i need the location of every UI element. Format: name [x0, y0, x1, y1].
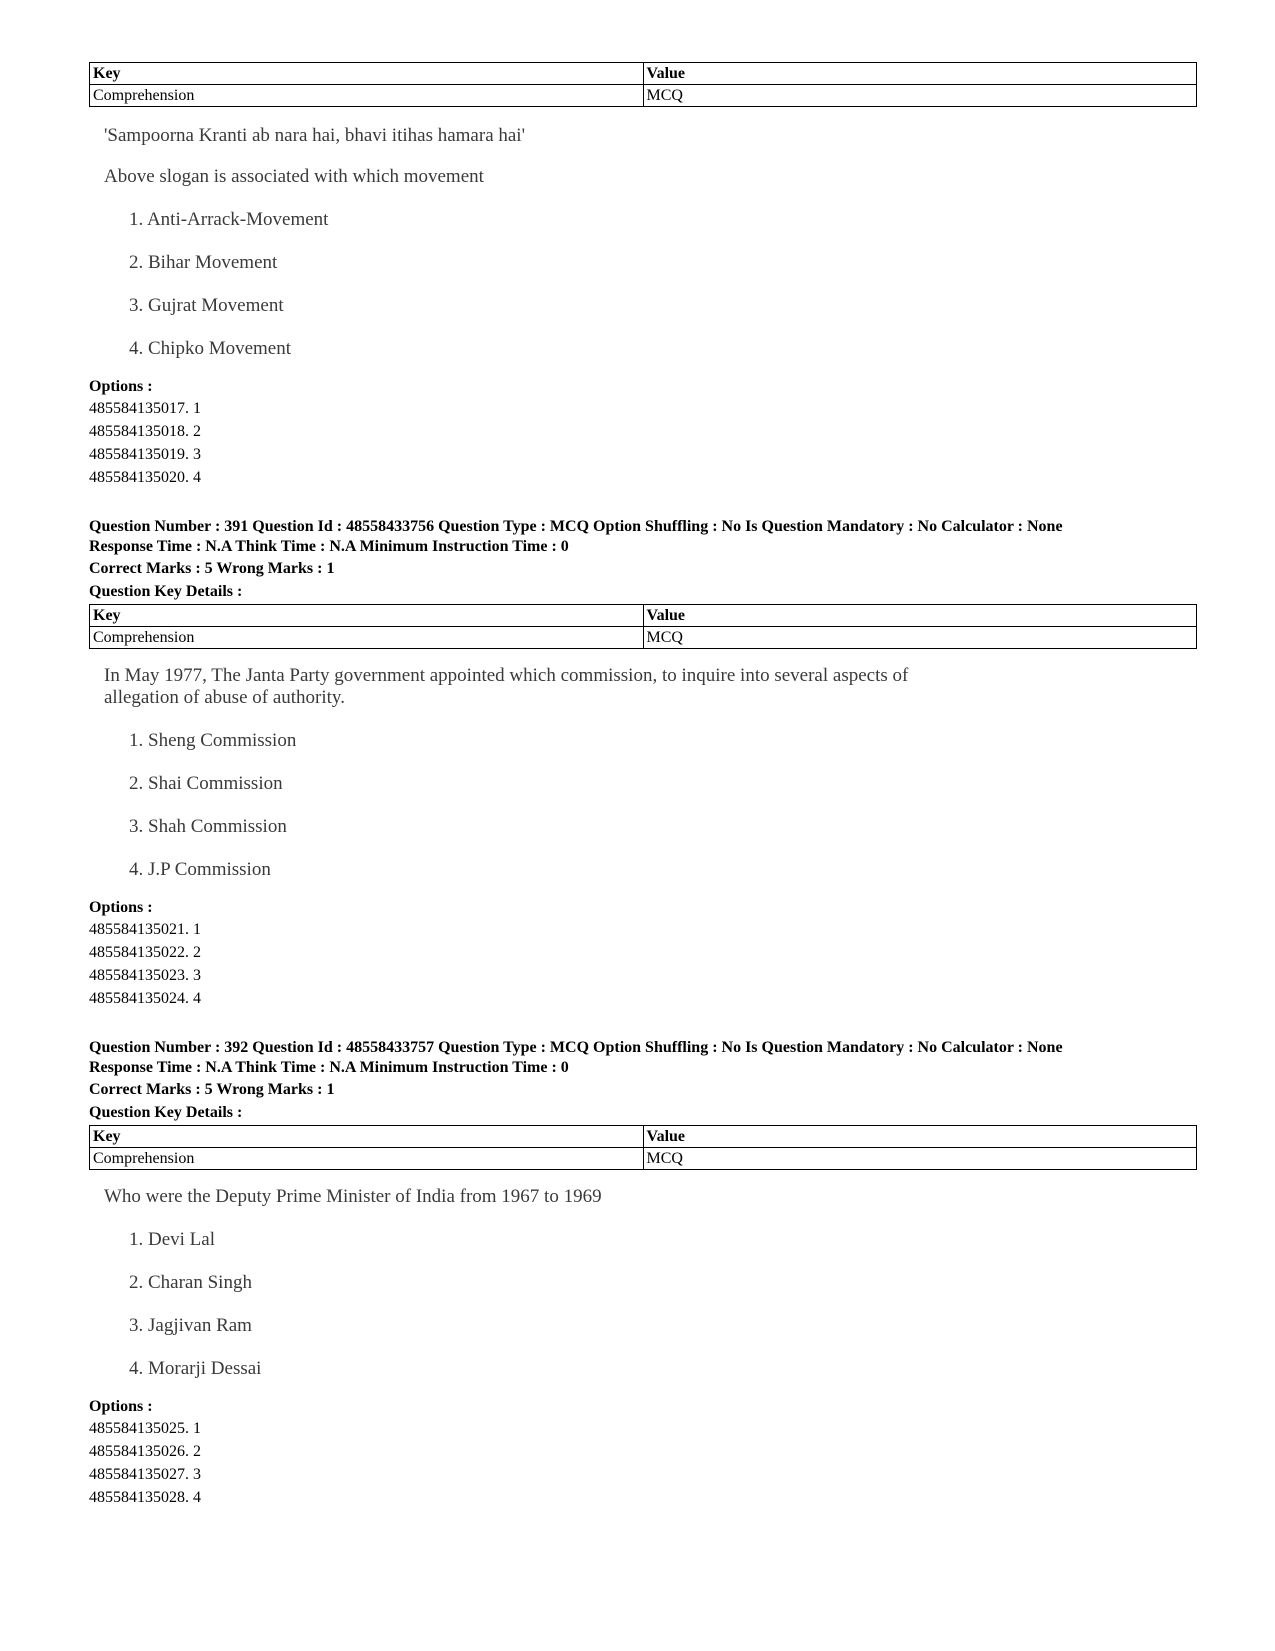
choice-item: 4. J.P Commission: [129, 859, 271, 880]
table-cell-value: MCQ: [643, 627, 1197, 649]
option-id: 485584135020. 4: [89, 469, 201, 486]
option-id: 485584135017. 1: [89, 400, 201, 417]
question-key-table: [89, 604, 1197, 649]
option-id: 485584135028. 4: [89, 1489, 201, 1506]
table-header-key: Key: [90, 63, 644, 85]
table-header-key: Key: [90, 1126, 644, 1148]
question-image-text: [104, 1185, 1199, 1381]
table-row: [90, 85, 1197, 107]
question-header: [89, 517, 1199, 557]
question-key-table: [89, 62, 1197, 107]
option-id: 485584135021. 1: [89, 921, 201, 938]
option-id: 485584135027. 3: [89, 1466, 201, 1483]
choice-item: 3. Jagjivan Ram: [129, 1315, 252, 1336]
table-cell-key: Comprehension: [90, 627, 644, 649]
table-row: [90, 627, 1197, 649]
question-header-line1: Question Number : 392 Question Id : 48558433757 Question Type : MCQ Option Shuffling : No Is Question Mandatory : No Calculator : None: [89, 1039, 1063, 1056]
question-text: 'Sampoorna Kranti ab nara hai, bhavi itihas hamara hai': [104, 125, 526, 146]
question-header: [89, 1038, 1199, 1078]
choice-item: 3. Gujrat Movement: [129, 295, 284, 316]
option-id: 485584135025. 1: [89, 1420, 201, 1437]
question-header-line2: Response Time : N.A Think Time : N.A Minimum Instruction Time : 0: [89, 538, 569, 555]
table-header-value: Value: [643, 63, 1197, 85]
choice-item: 2. Bihar Movement: [129, 252, 278, 273]
choice-item: 4. Morarji Dessai: [129, 1358, 262, 1379]
choice-item: 3. Shah Commission: [129, 816, 287, 837]
table-header-value: Value: [643, 605, 1197, 627]
question-header-line1: Question Number : 391 Question Id : 48558433756 Question Type : MCQ Option Shuffling : No Is Question Mandatory : No Calculator : None: [89, 518, 1063, 535]
question-key-details-label: Question Key Details :: [89, 1104, 243, 1121]
question-key-details-label: Question Key Details :: [89, 583, 243, 600]
table-row: [90, 1148, 1197, 1170]
choice-item: 1. Sheng Commission: [129, 730, 297, 751]
table-cell-key: Comprehension: [90, 85, 644, 107]
option-id: 485584135022. 2: [89, 944, 201, 961]
question-header-line2: Response Time : N.A Think Time : N.A Minimum Instruction Time : 0: [89, 1059, 569, 1076]
document-page: [89, 62, 1199, 1510]
option-id: 485584135018. 2: [89, 423, 201, 440]
question-key-table: [89, 1125, 1197, 1170]
choice-item: 4. Chipko Movement: [129, 338, 292, 359]
question-text: In May 1977, The Janta Party government appointed which commission, to inquire into several aspects of: [104, 665, 909, 686]
table-cell-value: MCQ: [643, 1148, 1197, 1170]
table-cell-key: Comprehension: [90, 1148, 644, 1170]
question-subtext: Above slogan is associated with which movement: [104, 166, 484, 187]
question-image-text: [104, 664, 1199, 882]
table-cell-value: MCQ: [643, 85, 1197, 107]
question-text: Who were the Deputy Prime Minister of India from 1967 to 1969: [104, 1186, 602, 1207]
question-text-line2: allegation of abuse of authority.: [104, 687, 345, 708]
choice-item: 1. Anti-Arrack-Movement: [129, 209, 329, 230]
table-header-key: Key: [90, 605, 644, 627]
choice-item: 2. Charan Singh: [129, 1272, 252, 1293]
question-marks: Correct Marks : 5 Wrong Marks : 1: [89, 560, 335, 577]
question-image-text: [104, 124, 1199, 361]
options-label: Options :: [89, 1398, 153, 1415]
choice-item: 1. Devi Lal: [129, 1229, 216, 1250]
option-id: 485584135023. 3: [89, 967, 201, 984]
options-label: Options :: [89, 378, 153, 395]
question-marks: Correct Marks : 5 Wrong Marks : 1: [89, 1081, 335, 1098]
options-label: Options :: [89, 899, 153, 916]
choice-item: 2. Shai Commission: [129, 773, 283, 794]
option-id: 485584135019. 3: [89, 446, 201, 463]
table-header-value: Value: [643, 1126, 1197, 1148]
option-id: 485584135026. 2: [89, 1443, 201, 1460]
option-id: 485584135024. 4: [89, 990, 201, 1007]
